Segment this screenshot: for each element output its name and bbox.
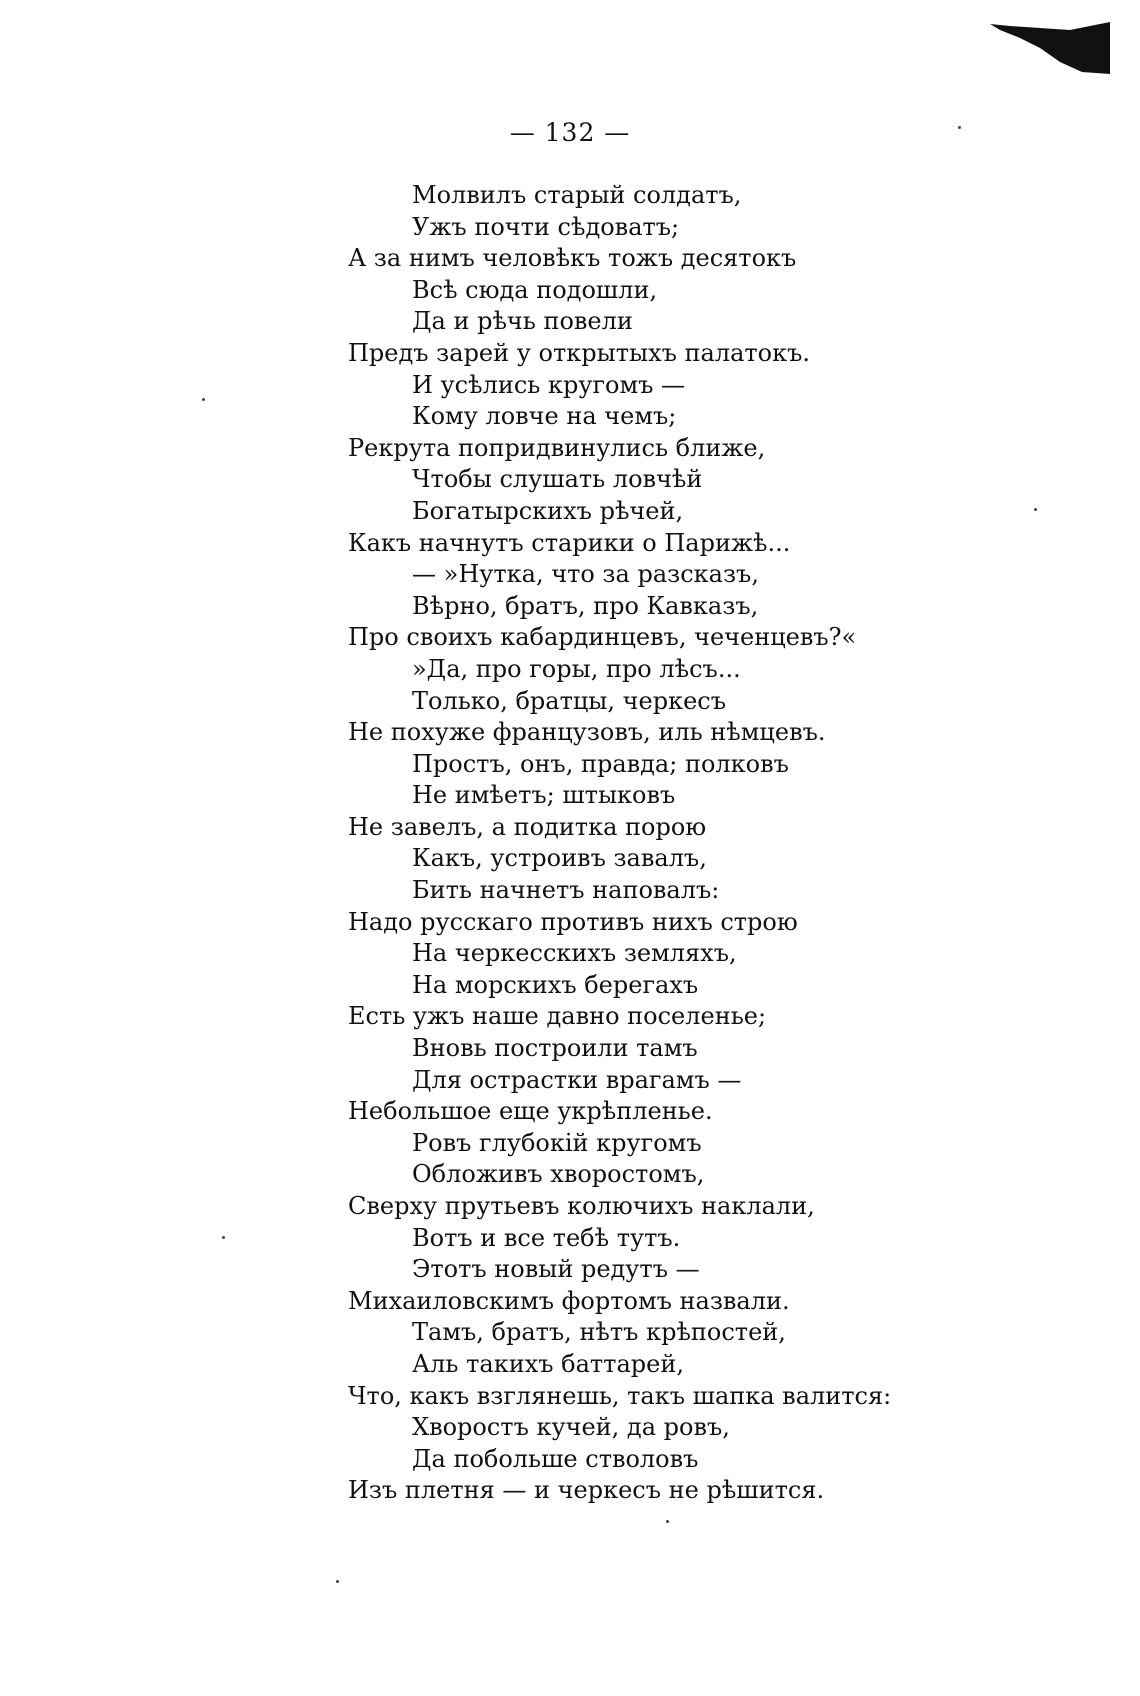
scan-corner-mark [990, 22, 1110, 74]
poem-line: Вновь построили тамъ [412, 1034, 698, 1063]
poem-line: Небольшое еще укрѣпленье. [348, 1097, 713, 1126]
poem-line: Ровъ глубокій кругомъ [412, 1128, 702, 1157]
poem-line: — »Нутка, что за разсказъ, [412, 560, 759, 589]
poem-line: Предъ зарей у открытыхъ палатокъ. [348, 338, 810, 367]
poem-line: Аль такихъ баттарей, [412, 1349, 684, 1378]
poem-line: Михаиловскимъ фортомъ назвали. [348, 1286, 790, 1315]
poem-line: Да и рѣчь повели [412, 307, 633, 336]
poem-line: Ужъ почти сѣдоватъ; [412, 212, 680, 241]
page-number: — 132 — [509, 118, 631, 147]
poem-line: А за нимъ человѣкъ тожъ десятокъ [348, 244, 797, 273]
poem-line: На черкесскихъ земляхъ, [412, 939, 737, 968]
poem-line: »Да, про горы, про лѣсъ... [412, 654, 741, 683]
poem-line: Не похуже французовъ, иль нѣмцевъ. [348, 718, 826, 747]
poem-line: Что, какъ взглянешь, такъ шапка валится: [348, 1381, 892, 1410]
scan-speck [666, 1520, 669, 1523]
poem-line: Обложивъ хворостомъ, [412, 1160, 705, 1189]
poem-line: Изъ плетня — и черкесъ не рѣшится. [348, 1476, 825, 1505]
poem-line: Богатырскихъ рѣчей, [412, 496, 684, 525]
poem-line: Есть ужъ наше давно поселенье; [348, 1002, 767, 1031]
poem-line: Вѣрно, братъ, про Кавказъ, [412, 591, 759, 620]
poem-line: Только, братцы, черкесъ [412, 686, 727, 715]
poem-line: На морскихъ берегахъ [412, 970, 699, 999]
poem-line: Не имѣетъ; штыковъ [412, 781, 676, 810]
poem-line: Кому ловче на чемъ; [412, 402, 677, 431]
scan-speck [1034, 508, 1037, 511]
poem-line: Рекрута попридвинулись ближе, [348, 433, 766, 462]
poem-line: Какъ, устроивъ завалъ, [412, 844, 707, 873]
poem-line: Простъ, онъ, правда; полковъ [412, 749, 789, 778]
scan-speck [202, 398, 205, 401]
poem-line: Для острастки врагамъ — [412, 1065, 742, 1094]
poem-line: И усѣлись кругомъ — [412, 370, 686, 399]
poem-line: Сверху прутьевъ колючихъ наклали, [348, 1192, 815, 1220]
poem-line: Надо русскаго противъ нихъ строю [348, 907, 798, 936]
scan-speck [222, 1236, 225, 1239]
scan-speck [336, 1580, 339, 1583]
poem-line: Этотъ новый редутъ — [412, 1255, 700, 1284]
poem-line: Тамъ, братъ, нѣтъ крѣпостей, [412, 1318, 786, 1347]
poem-text [348, 180, 1068, 1507]
poem-line: Про своихъ кабардинцевъ, чеченцевъ?« [348, 623, 857, 652]
poem-line: Молвилъ старый солдатъ, [412, 181, 742, 209]
scan-speck [958, 126, 961, 129]
poem-line: Вотъ и все тебѣ тутъ. [412, 1223, 681, 1252]
poem-line: Хворостъ кучей, да ровъ, [412, 1413, 730, 1442]
poem-line: Да побольше стволовъ [412, 1444, 699, 1473]
poem-line: Чтобы слушать ловчѣй [412, 465, 703, 494]
poem-line: Какъ начнутъ старики о Парижѣ... [348, 528, 791, 557]
poem-line: Бить начнетъ наповалъ: [412, 876, 720, 905]
poem-line: Не завелъ, а подитка порою [348, 812, 707, 841]
poem-line: Всѣ сюда подошли, [412, 275, 658, 304]
